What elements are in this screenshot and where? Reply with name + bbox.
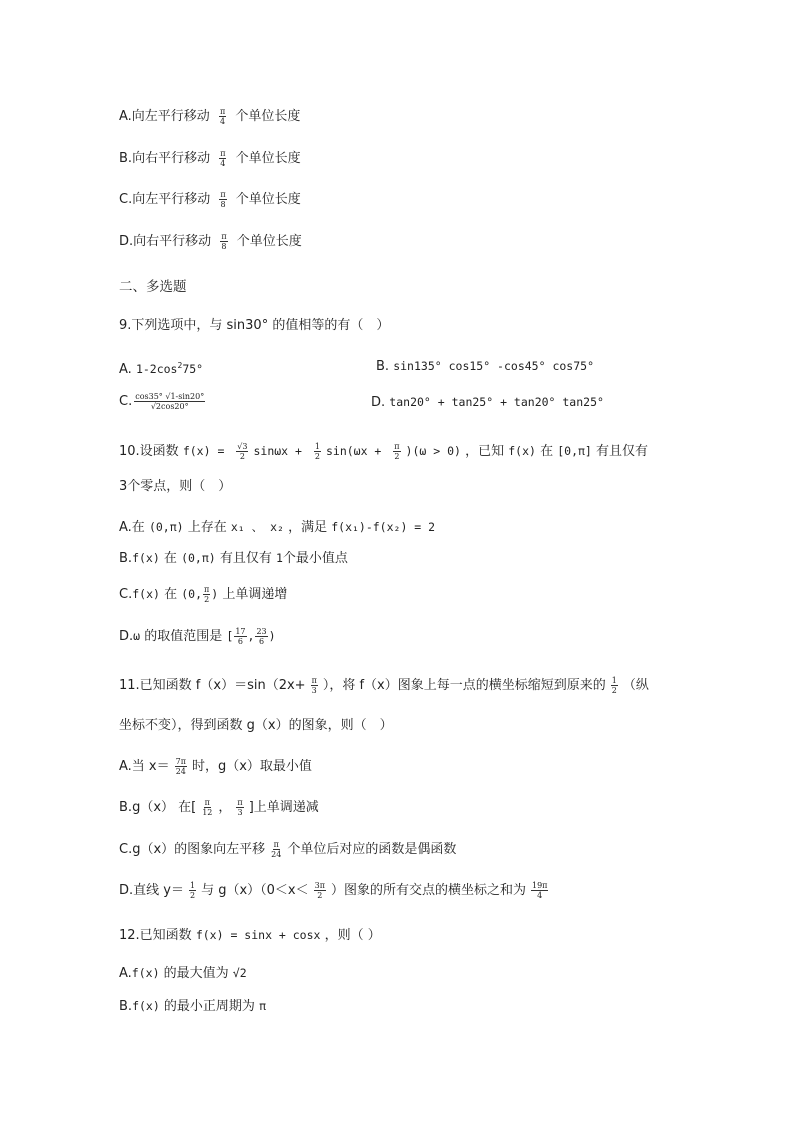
text-segment: ，满足 (288, 520, 328, 535)
text-segment: 的取值范围是 (144, 629, 223, 644)
text-segment: 个最小值点 (282, 551, 348, 566)
q11-option-a (119, 757, 312, 777)
text-segment: ) (268, 629, 276, 643)
fraction (219, 107, 226, 126)
fraction (134, 392, 205, 411)
fraction (220, 232, 227, 251)
fraction (234, 627, 246, 646)
fraction-denominator: 24 (271, 850, 282, 859)
text-segment: 个单位长度 (236, 234, 302, 249)
fraction-denominator: 8 (221, 242, 227, 251)
text-segment: C. (119, 842, 133, 857)
text-segment: 在 (164, 587, 178, 602)
fraction-numerator: π (311, 676, 317, 685)
text-segment: B. (376, 359, 390, 374)
q8-option-a (119, 107, 300, 127)
fraction-numerator: 7π (175, 757, 186, 766)
fraction-denominator: 2 (317, 891, 323, 900)
text-segment: A. (119, 759, 132, 774)
text-segment: ），将 f（x）图象上每一点的横坐标缩短到原来的 (322, 678, 606, 693)
q11-stem (119, 676, 649, 696)
q10-option-a (119, 517, 435, 538)
text-segment: ， (218, 800, 232, 815)
text-segment: [ (226, 629, 234, 643)
text-segment: 个单位后对应的函数是偶函数 (287, 842, 457, 857)
text-segment: 向左平行移动 (132, 192, 211, 207)
text-segment: 有且仅有 (219, 551, 272, 566)
text-segment: x₁ 、 x₂ (230, 520, 284, 534)
fraction-denominator: 24 (175, 767, 186, 776)
text-segment: 10.设函数 (119, 444, 179, 459)
q9-option-b (376, 356, 594, 377)
fraction-numerator: √3 (237, 442, 248, 451)
fraction-denominator: 2 (611, 686, 617, 695)
q10-option-c (119, 584, 287, 605)
text-segment: 当 x＝ (131, 759, 170, 774)
text-segment: B. (119, 551, 133, 566)
fraction-numerator: 17 (235, 627, 246, 636)
fraction (236, 442, 248, 461)
fraction-denominator: 3 (237, 808, 243, 817)
text-segment: D. (119, 234, 134, 249)
text-segment: 向右平行移动 (132, 151, 211, 166)
fraction-denominator: 2 (394, 452, 400, 461)
text-segment: f(x) (132, 587, 160, 601)
q11-option-b (119, 798, 319, 818)
fraction (219, 149, 226, 168)
q9-option-d (371, 392, 604, 413)
fraction-denominator: 4 (220, 117, 226, 126)
fraction (175, 757, 187, 776)
text-segment: f(x) = sinx + cosx (195, 928, 321, 942)
fraction (311, 676, 318, 695)
text-segment: ω (133, 629, 141, 643)
fraction-numerator: π (273, 840, 279, 849)
text-segment: D. (371, 395, 386, 410)
text-segment: ，已知 (465, 444, 505, 459)
text-segment: A. (119, 361, 132, 377)
fraction (314, 442, 321, 461)
text-segment: f(x₁)-f(x₂) = 2 (331, 520, 436, 534)
fraction-denominator: 6 (259, 637, 265, 646)
q10-stem-line2: 3个零点，则（ ） (119, 479, 232, 494)
fraction (611, 676, 618, 695)
fraction (203, 585, 210, 604)
fraction-numerator: 23 (256, 627, 267, 636)
fraction (393, 442, 400, 461)
q11-option-d (119, 881, 553, 901)
q11-stem-line2: 坐标不变），得到函数 g（x）的图象，则（ ） (119, 718, 393, 733)
fraction-numerator: π (220, 190, 226, 199)
text-segment: B. (119, 151, 133, 166)
q12-option-b (119, 996, 266, 1017)
q8-option-d (119, 232, 302, 252)
fraction-numerator: 1 (189, 881, 196, 890)
text-segment: C. (119, 587, 133, 602)
text-segment: C. (119, 394, 133, 409)
q8-option-b (119, 149, 301, 169)
text-segment: （纵 (622, 678, 649, 693)
text-segment: 上单调递增 (222, 587, 288, 602)
q12-option-a (119, 963, 247, 984)
text-segment: 11.已知函数 f（x）＝sin（2x+ (119, 678, 306, 693)
fraction-numerator: 1 (314, 442, 320, 451)
fraction (314, 881, 326, 900)
text-segment: 与 g（x）（0＜x＜ (201, 883, 309, 898)
fraction-numerator: 1 (611, 676, 617, 685)
text-segment: 在 (131, 520, 145, 535)
text-segment: g（x） 在[ (132, 800, 197, 815)
q10-option-d (119, 626, 276, 647)
fraction (255, 627, 267, 646)
fraction-denominator: 8 (220, 200, 226, 209)
q11-option-c (119, 840, 456, 860)
text-segment: (0, (181, 587, 202, 601)
section-title: 二、多选题 (119, 279, 187, 295)
fraction-denominator: 6 (237, 637, 243, 646)
fraction-numerator: π (221, 232, 227, 241)
text-segment: tan20° + tan25° + tan20° tan25° (389, 395, 604, 409)
text-segment: A. (119, 109, 132, 124)
fraction-numerator: 19π (532, 881, 548, 890)
fraction-numerator: π (220, 149, 226, 158)
q10-option-b (119, 548, 348, 569)
text-segment: B. (119, 999, 133, 1014)
text-segment (136, 362, 203, 376)
text-segment: sin135° cos15° -cos45° cos75° (393, 359, 594, 373)
text-segment: (0,π) (148, 520, 184, 534)
text-segment: A. (119, 966, 132, 981)
text-segment: D. (119, 883, 134, 898)
q9-option-c (119, 392, 210, 412)
text-segment: 1-2cos (135, 361, 178, 376)
text-segment: A. (119, 520, 132, 535)
text-segment: 个单位长度 (235, 192, 301, 207)
q8-option-c (119, 190, 301, 210)
text-segment: ，则（ ） (324, 928, 381, 943)
fraction-numerator: π (204, 585, 210, 594)
text-segment: 2 (177, 361, 183, 370)
text-segment: f(x) = (182, 444, 232, 458)
text-segment: 直线 y＝ (133, 883, 184, 898)
text-segment: 个单位长度 (235, 151, 301, 166)
fraction (236, 798, 243, 817)
fraction-denominator: 4 (220, 159, 226, 168)
text-segment: D. (119, 629, 134, 644)
text-segment: 12.已知函数 (119, 928, 192, 943)
fraction-denominator: 4 (537, 891, 543, 900)
text-segment: B. (119, 800, 133, 815)
fraction (189, 881, 196, 900)
q9-option-a (119, 356, 203, 380)
text-segment: sinωx + (253, 444, 309, 458)
text-segment: f(x) (132, 551, 160, 565)
text-segment: )(ω > 0) (405, 444, 461, 458)
text-segment: 向右平行移动 (133, 234, 212, 249)
text-segment: [0,π] (557, 444, 592, 458)
fraction-numerator: π (237, 798, 243, 807)
fraction-numerator: 3π (314, 881, 325, 890)
text-segment: g（x）的图象向左平移 (132, 842, 266, 857)
text-segment: 向左平行移动 (131, 109, 210, 124)
text-segment: √2 (232, 966, 247, 980)
text-segment: sin(ωx + (325, 444, 389, 458)
fraction-denominator: 2 (314, 452, 320, 461)
text-segment: , (247, 629, 255, 643)
text-segment: 的最大值为 (163, 966, 229, 981)
text-segment: 时，g（x）取最小值 (191, 759, 312, 774)
text-segment: 有且仅有 (596, 444, 649, 459)
fraction-denominator: 2 (239, 452, 245, 461)
fraction (219, 190, 226, 209)
fraction (531, 881, 548, 900)
text-segment: ]上单调递减 (248, 800, 319, 815)
fraction (270, 840, 282, 859)
text-segment: f(x) (132, 999, 160, 1013)
fraction-denominator: 12 (202, 808, 213, 817)
q10-stem (119, 441, 648, 462)
text-segment: 的最小正周期为 (163, 999, 255, 1014)
text-segment: 个单位长度 (235, 109, 301, 124)
fraction-denominator: √2cos20° (150, 402, 189, 411)
text-segment: C. (119, 192, 133, 207)
fraction (201, 798, 213, 817)
fraction-numerator: π (394, 442, 400, 451)
fraction-numerator: π (219, 107, 226, 116)
text-segment: 在 (163, 551, 177, 566)
fraction-denominator: 2 (189, 891, 196, 900)
text-segment: 上存在 (187, 520, 227, 535)
text-segment: 1 (275, 551, 283, 565)
text-segment: 75° (182, 361, 204, 376)
q12-stem (119, 925, 381, 946)
fraction-denominator: 2 (204, 595, 210, 604)
text-segment: ) (211, 587, 219, 601)
q9-stem: 9.下列选项中，与 sin30° 的值相等的有（ ） (119, 318, 390, 333)
text-segment: 在 (540, 444, 554, 459)
text-segment: f(x) (131, 966, 160, 980)
fraction-denominator: 3 (311, 686, 317, 695)
text-segment: (0,π) (181, 551, 216, 565)
text-segment: π (259, 999, 266, 1013)
text-segment: f(x) (508, 444, 536, 458)
fraction-numerator: cos35° √1-sin20° (135, 392, 205, 401)
fraction-numerator: π (204, 798, 210, 807)
text-segment: ）图象的所有交点的横坐标之和为 (330, 883, 526, 898)
